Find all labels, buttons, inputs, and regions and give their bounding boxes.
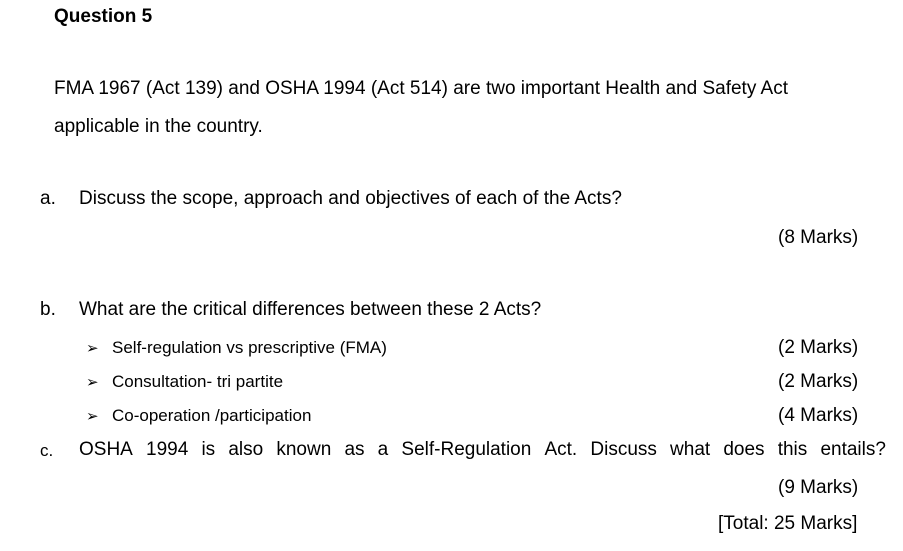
bullet-item <box>86 338 387 358</box>
bullet-marks: (2 Marks) <box>778 337 859 358</box>
intro-line-1: FMA 1967 (Act 139) and OSHA 1994 (Act 514) are two important Health and Safety Act <box>54 78 789 99</box>
arrow-bullet-icon: ➢ <box>86 408 99 425</box>
arrow-bullet-icon: ➢ <box>86 340 99 357</box>
word: 1994 <box>146 439 189 460</box>
word: Discuss <box>590 439 657 460</box>
bullet-item <box>86 372 283 392</box>
question-a-text: Discuss the scope, approach and objectives of each of the Acts? <box>79 188 622 209</box>
word: Act. <box>544 439 578 460</box>
word: what <box>670 439 711 460</box>
question-c-text <box>79 439 886 461</box>
bullet-text: Self-regulation vs prescriptive (FMA) <box>112 338 387 357</box>
total-marks: [Total: 25 Marks] <box>718 513 858 534</box>
question-b-letter: b. <box>40 299 56 320</box>
intro-line-2: applicable in the country. <box>54 116 263 137</box>
question-a-letter: a. <box>40 188 56 209</box>
question-a-marks: (8 Marks) <box>778 227 859 248</box>
question-title: Question 5 <box>54 6 153 27</box>
bullet-text: Consultation- tri partite <box>112 372 284 391</box>
word: does <box>723 439 765 460</box>
word: this <box>777 439 808 460</box>
bullet-marks: (4 Marks) <box>778 405 859 426</box>
question-c-marks: (9 Marks) <box>778 477 859 498</box>
question-b-text: What are the critical differences between these 2 Acts? <box>79 299 542 320</box>
word: as <box>344 439 365 460</box>
bullet-item <box>86 406 311 426</box>
word: a <box>377 439 389 460</box>
arrow-bullet-icon: ➢ <box>86 374 99 391</box>
word: entails? <box>820 439 886 460</box>
word: Self-Regulation <box>401 439 532 460</box>
word: known <box>276 439 332 460</box>
word: is <box>201 439 216 460</box>
question-c-letter: c. <box>40 441 54 460</box>
word: also <box>228 439 264 460</box>
bullet-text: Co-operation /participation <box>112 406 312 425</box>
word: OSHA <box>79 439 133 460</box>
bullet-marks: (2 Marks) <box>778 371 859 392</box>
